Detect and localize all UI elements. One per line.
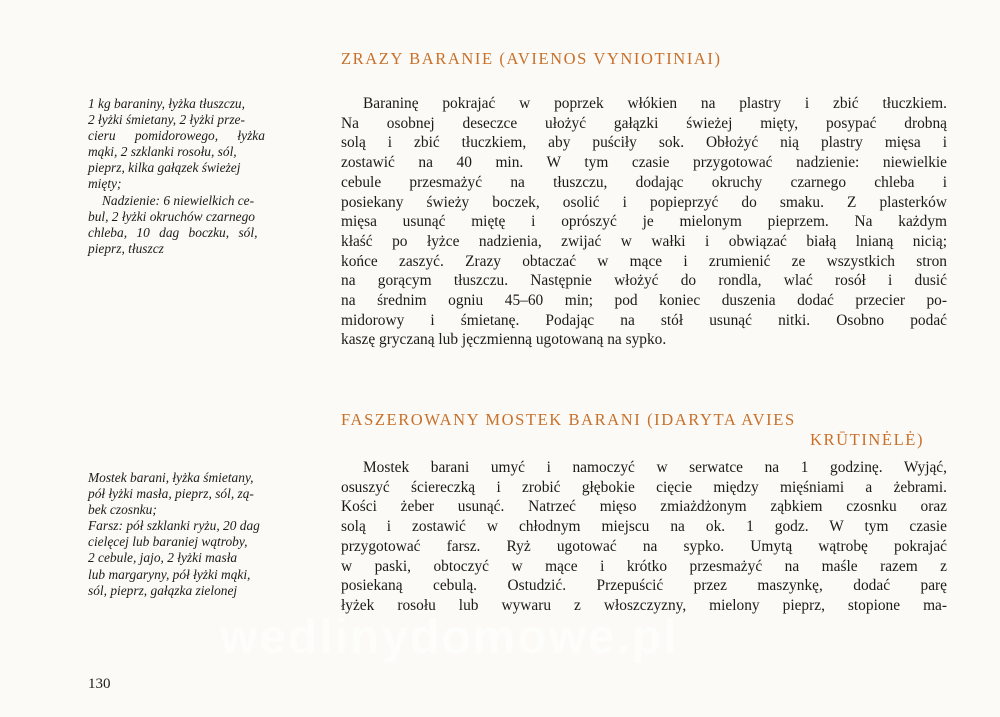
ingredient-line: cieru pomidorowego, łyżka [88,128,265,144]
ingredient-line: mąki, 2 szklanki rosołu, sól, [88,144,237,160]
ingredient-line: 2 łyżki śmietany, 2 łyżki prze- [88,112,245,128]
page-number: 130 [88,676,111,692]
text-line: na gorącym tłuszczu. Następnie włożyć do rondla, wlać rosół i dusić [341,272,947,290]
recipe1-title: ZRAZY BARANIE (AVIENOS VYNIOTINIAI) [341,49,722,68]
recipe2-title: FASZEROWANY MOSTEK BARANI (IDARYTA AVIES [341,410,796,429]
recipe1-ingredients [88,96,265,257]
text-line: Mostek barani umyć i namoczyć w serwatce na 1 godzinę. Wyjąć, [363,459,947,476]
text-line: cebule przesmażyć na tłuszczu, dodając okruchy czarnego chleba i [341,173,947,191]
recipe2-ingredients [88,470,260,599]
text-line: Kości żeber usunąć. Natrzeć mięso zmiażdżonym ząbkiem czosnku oraz [341,498,947,516]
ingredient-line: Nadzienie: 6 niewielkich ce- [102,192,255,208]
text-line: w paski, obtoczyć w mące i krótko przesmażyć na maśle razem z [341,557,947,575]
ingredient-line: pieprz, kilka gałązek świeżej [88,160,241,176]
text-line: końce zaszyć. Zrazy obtaczać w mące i zrumienić ze wszystkich stron [341,252,947,270]
text-line: solą i zostawić w chłodnym miejscu na ok. 1 godz. W tym czasie [341,518,947,536]
ingredient-line: Farsz: pół szklanki ryżu, 20 dag [88,518,260,534]
ingredient-line: Mostek barani, łyżka śmietany, [88,470,254,485]
ingredient-line: cielęcej lub baraniej wątroby, [88,534,248,550]
text-line: na średnim ogniu 45–60 min; pod koniec duszenia dodać przecier po- [341,292,947,310]
ingredient-line: bul, 2 łyżki okruchów czarnego [88,208,255,224]
ingredient-line: bek czosnku; [88,502,157,518]
ingredient-line: 1 kg baraniny, łyżka tłuszczu, [88,96,245,111]
recipe2-instructions [341,458,947,616]
ingredient-line: sól, pieprz, gałązka zielonej [88,582,238,598]
watermark: wedlinydomowe.pl [220,611,679,664]
text-line: midorowy i śmietanę. Podając na stół usunąć nitki. Osobno podać [341,311,947,329]
text-line: łyżek rosołu lub wywaru z włoszczyzny, mielony pieprz, stopione ma- [341,596,947,614]
text-line: solą i zbić tłuczkiem, aby puściły sok. Obłożyć nią plastry mięsa i [341,134,947,152]
ingredient-line: mięty; [88,176,122,192]
ingredient-line: pieprz, tłuszcz [88,240,164,256]
text-line: kłaść po łyżce nadzienia, zwijać w wałki i obwiązać białą lnianą nicią; [341,232,947,250]
ingredient-line: 2 cebule, jajo, 2 łyżki masła [88,550,238,566]
ingredient-line: lub margaryny, pół łyżki mąki, [88,566,251,582]
text-line: Na osobnej deseczce ułożyć gałązki świeżej mięty, posypać drobną [341,114,947,132]
text-line: przygotować farsz. Ryż ugotować na sypko. Umytą wątrobę pokrajać [341,537,947,555]
ingredient-line: chleba, 10 dag boczku, sól, [88,224,258,240]
recipe2-title-continued: KRŪTINĖLĖ) [810,430,925,449]
text-line: posiekany świeży boczek, osolić i popieprzyć do smaku. Z plasterków [341,193,947,211]
text-line: posiekaną cebulą. Ostudzić. Przepuścić przez maszynkę, dodać parę [341,577,947,595]
text-line: osuszyć ściereczką i zrobić głębokie cięcie między mięśniami a żebrami. [341,478,947,496]
text-line: kaszę gryczaną lub jęczmienną ugotowaną na sypko. [341,331,667,349]
text-line: mięsa usunąć miętę i oprószyć je mielonym pieprzem. Na każdym [341,213,947,231]
text-line: zostawić na 40 min. W tym czasie przygotować nadzienie: niewielkie [341,154,947,172]
recipe1-instructions [341,94,947,350]
ingredient-line: pół łyżki masła, pieprz, sól, zą- [88,486,254,502]
text-line: Baraninę pokrajać w poprzek włókien na plastry i zbić tłuczkiem. [363,95,947,112]
